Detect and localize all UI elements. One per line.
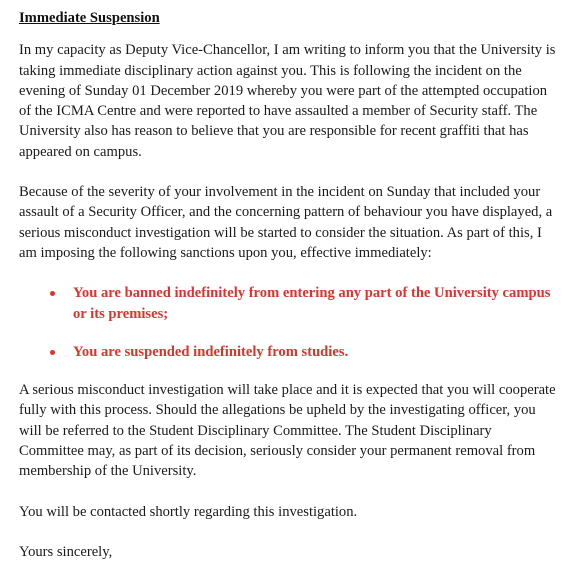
- paragraph-investigation-intro: Because of the severity of your involvement in the incident on Sunday that included your assault of a Security Officer, and the concerning pattern of behaviour you have displayed, a serious misconduct investigation will be started to consider the situation. As part of this, I am imposing the following sanctions upon you, effective immediately:: [19, 184, 553, 261]
- sanction-text: You are suspended indefinitely from studies.: [73, 343, 349, 360]
- letter-document: [19, 8, 559, 562]
- paragraph-contact: You will be contacted shortly regarding this investigation.: [19, 503, 358, 520]
- paragraph-incident: In my capacity as Deputy Vice-Chancellor, I am writing to inform you that the University is taking immediate disciplinary action against you. This is following the incident on the evening of Sunday 01 December 2019 whereby you were part of the attempted occupation of the ICMA Centre and were reported to have assaulted a member of Security staff. The University also has reason to believe that you are responsible for recent graffiti that has appeared on campus.: [19, 42, 556, 160]
- bullet-icon: [50, 291, 55, 296]
- sanction-item: [19, 342, 559, 362]
- letter-heading: Immediate Suspension: [19, 10, 160, 26]
- paragraph-process: A serious misconduct investigation will take place and it is expected that you will cooperate fully with this process. Should the allegations be upheld by the investigating officer, you will be referred to the Student Disciplinary Committee. The Student Disciplinary Committee may, as part of its decision, seriously consider your permanent removal from membership of the University.: [19, 382, 556, 480]
- bullet-icon: [50, 350, 55, 355]
- letter-closing: Yours sincerely,: [19, 543, 113, 560]
- sanctions-list: [19, 283, 559, 362]
- sanction-item: [19, 283, 559, 324]
- sanction-text: You are banned indefinitely from entering any part of the University campus or its premises;: [73, 285, 551, 322]
